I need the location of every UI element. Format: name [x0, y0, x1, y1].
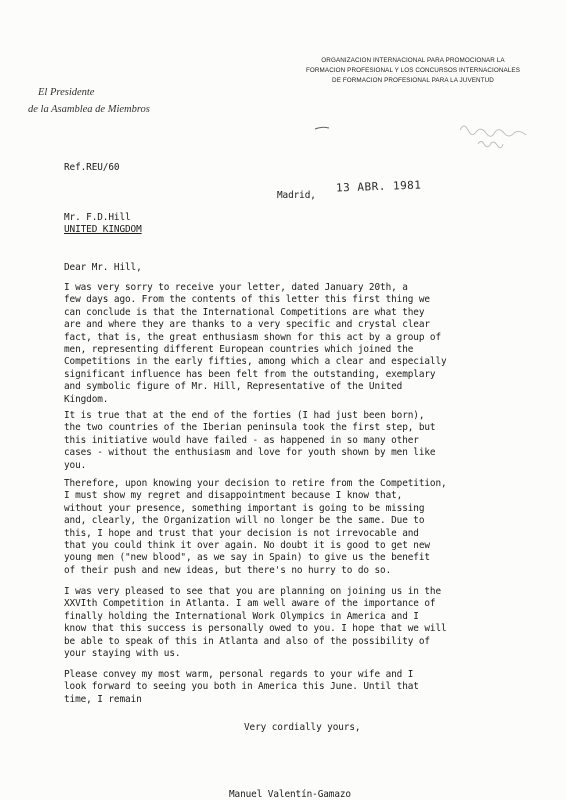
body-line: without your presence, something important is going to be missing — [64, 502, 425, 514]
organization-line: FORMACION PROFESIONAL Y LOS CONCURSOS INTERNACIONALES — [305, 67, 521, 74]
body-line: are and where they are thanks to a very specific and crystal clear — [64, 319, 430, 331]
president-title — [28, 84, 178, 118]
body-line: few days ago. From the contents of this letter this first thing we — [64, 294, 430, 306]
body-line: time, I remain — [64, 693, 142, 705]
body-line: Kingdom. — [64, 393, 109, 405]
body-paragraph — [64, 282, 554, 406]
date-stamp: 13 ABR. 1981 — [335, 178, 422, 195]
body-line: Please convey my most warm, personal regards to your wife and I — [64, 669, 414, 680]
handwritten-annotation — [456, 116, 538, 158]
president-title-line: de la Asamblea de Miembros — [28, 104, 150, 115]
body-line: and, clearly, the Organization will no longer be the same. Due to — [64, 515, 425, 527]
body-line: can conclude is that the International Competitions are what they — [64, 306, 425, 318]
recipient-country: UNITED KINGDOM — [64, 224, 142, 236]
body-line: of their push and new ideas, but there's no hurry to do so. — [64, 564, 392, 576]
body-line: that you could think it over again. No doubt it is good to get new — [64, 540, 430, 552]
signer-name: Manuel Valentín-Gamazo — [229, 789, 351, 800]
body-line: finally holding the International Work Olympics in America and I — [64, 610, 419, 622]
reference-number: Ref.REU/60 — [64, 162, 120, 173]
body-paragraph — [64, 410, 554, 472]
president-title-line: El Presidente — [38, 87, 95, 98]
body-line: young men ("new blood", as we say in Spain) to give us the benefit — [64, 552, 430, 564]
recipient-address — [64, 212, 142, 237]
body-line: I was very pleased to see that you are planning on joining us in the — [64, 586, 442, 597]
organization-letterhead — [282, 56, 544, 86]
body-line: men, representing different European countries which joined the — [64, 344, 414, 356]
body-line: significant influence has been felt from the outstanding, exemplary — [64, 368, 436, 380]
body-line: you. — [64, 459, 87, 471]
body-line: I was very sorry to receive your letter, dated January 20th, a — [64, 282, 408, 293]
recipient-name: Mr. F.D.Hill — [64, 212, 131, 223]
body-line: look forward to seeing you both in America this June. Until that — [64, 681, 419, 693]
body-paragraph — [64, 669, 554, 706]
salutation: Dear Mr. Hill, — [64, 262, 142, 273]
body-line: your staying with us. — [64, 648, 181, 660]
body-line: this initiative would have failed - as happened in so many other — [64, 434, 419, 446]
body-line: know that this success is personally owed to you. I hope that we will — [64, 623, 447, 635]
pen-mark — [314, 126, 330, 130]
body-line: cases - without the enthusiasm and love for youth shown by men like — [64, 447, 436, 459]
body-line: Competitions in the early fifties, among which a clear and especially — [64, 356, 447, 368]
body-line: and symbolic figure of Mr. Hill, Representative of the United — [64, 381, 403, 393]
body-line: I must show my regret and disappointment because I know that, — [64, 490, 403, 502]
body-line: this, I hope and trust that your decision is not irrevocable and — [64, 527, 419, 539]
body-line: be able to speak of this in Atlanta and also of the possibility of — [64, 635, 430, 647]
organization-line: DE FORMACION PROFESIONAL PARA LA JUVENTUD — [332, 77, 494, 84]
body-paragraph — [64, 586, 554, 660]
dateline-city: Madrid, — [277, 190, 316, 201]
closing: Very cordially yours, — [244, 722, 361, 733]
body-line: It is true that at the end of the forties (I had just been born), — [64, 410, 425, 421]
body-paragraph — [64, 478, 554, 577]
organization-line: ORGANIZACION INTERNACIONAL PARA PROMOCIONAR LA — [321, 57, 505, 64]
body-line: the two countries of the Iberian peninsula took the first step, but — [64, 422, 436, 434]
body-line: fact, that is, the great enthusiasm shown for this act by a group of — [64, 331, 442, 343]
body-line: XXVIth Competition in Atlanta. I am well aware of the importance of — [64, 598, 436, 610]
body-line: Therefore, upon knowing your decision to retire from the Competition, — [64, 478, 447, 489]
